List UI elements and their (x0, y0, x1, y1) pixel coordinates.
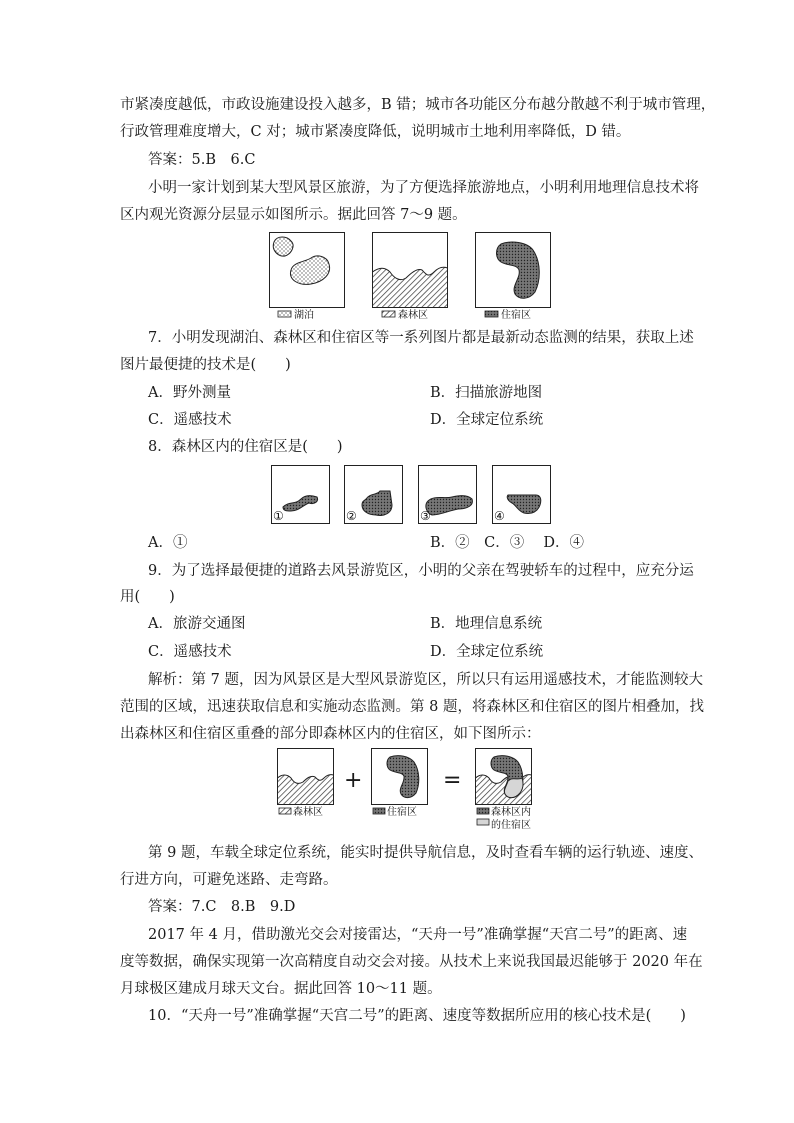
equals-sign: = (443, 768, 462, 793)
option-8bcd: B．② C．③ D．④ (430, 535, 584, 551)
option-7a: A．野外测量 (148, 385, 231, 401)
forest-layer-figure (372, 232, 448, 322)
option-figure-3 (418, 465, 478, 525)
lodging-legend-label: 住宿区 (501, 310, 531, 321)
text-line: 行政管理难度增大，C 对；城市紧凑度降低，说明城市土地利用率降低，D 错。 (120, 124, 631, 140)
option-7d: D．全球定位系统 (430, 412, 544, 428)
option-figure-label: ① (273, 509, 284, 523)
option-figure-label: ③ (420, 509, 431, 523)
intro-10-line: 2017 年 4 月，借助激光交会对接雷达，“天舟一号”准确掌握“天宫二号”的距离、速 (148, 927, 688, 943)
option-9a: A．旅游交通图 (148, 616, 246, 632)
option-9b: B．地理信息系统 (430, 616, 543, 632)
option-figure-4 (492, 465, 552, 525)
question-10-stem: 10．“天舟一号”准确掌握“天宫二号”的距离、速度等数据所应用的核心技术是( ) (148, 1008, 686, 1024)
question-8-stem: 8．森林区内的住宿区是( ) (148, 439, 343, 455)
overlay-result-label-1: 森林区内 (491, 807, 531, 818)
option-figure-1 (271, 465, 331, 525)
plus-sign: + (344, 768, 363, 793)
overlay-lodging-figure (371, 748, 433, 820)
question-9-stem: 9．为了选择最便捷的道路去风景游览区，小明的父亲在驾驶轿车的过程中，应充分运 (148, 563, 694, 579)
option-9c: C．遥感技术 (148, 644, 232, 660)
overlay-forest-figure (277, 748, 339, 820)
analysis-line: 解析：第 7 题，因为风景区是大型风景游览区，所以只有运用遥感技术，才能监测较大 (148, 672, 703, 688)
text-line: 区内观光资源分层显示如图所示。据此回答 7～9 题。 (120, 207, 467, 223)
analysis-line: 出森林区和住宿区重叠的部分即森林区内的住宿区，如下图所示： (120, 726, 541, 742)
lake-layer-figure (269, 232, 345, 322)
question-7-stem: 7．小明发现湖泊、森林区和住宿区等一系列图片都是最新动态监测的结果，获取上述 (148, 330, 694, 346)
answer-7-9: 答案：7.C 8.B 9.D (148, 899, 296, 915)
overlay-lodging-label: 住宿区 (387, 807, 417, 818)
analysis-q9-line: 第 9 题，车载全球定位系统，能实时提供导航信息，及时查看车辆的运行轨迹、速度、 (148, 845, 703, 861)
lodging-layer-figure (475, 232, 551, 322)
overlay-forest-label: 森林区 (293, 807, 323, 818)
question-9-stem: 用( ) (120, 589, 175, 605)
overlay-result-figure (475, 748, 555, 836)
lake-legend-label: 湖泊 (294, 310, 314, 321)
question-7-stem: 图片最便捷的技术是( ) (120, 357, 291, 373)
option-9d: D．全球定位系统 (430, 644, 544, 660)
intro-10-line: 度等数据，确保实现第一次高精度自动交会对接。从技术上来说我国最迟能够于 2020 年在 (120, 954, 703, 970)
analysis-q9-line: 行进方向，可避免迷路、走弯路。 (120, 872, 338, 888)
overlay-result-label-2: 的住宿区 (491, 820, 531, 831)
option-figure-2 (344, 465, 404, 525)
text-line: 市紧凑度越低，市政设施建设投入越多，B 错；城市各功能区分布越分散越不利于城市管理， (120, 97, 716, 113)
forest-legend-label: 森林区 (398, 310, 428, 321)
option-7c: C．遥感技术 (148, 412, 232, 428)
option-figure-label: ④ (494, 509, 505, 523)
analysis-line: 范围的区域，迅速获取信息和实施动态监测。第 8 题，将森林区和住宿区的图片相叠加，找 (120, 699, 704, 715)
option-8a: A．① (148, 535, 188, 551)
answer-5-6: 答案：5.B 6.C (148, 152, 256, 168)
option-7b: B．扫描旅游地图 (430, 385, 543, 401)
text-line: 小明一家计划到某大型风景区旅游，为了方便选择旅游地点，小明利用地理信息技术将 (148, 180, 699, 196)
option-figure-label: ② (346, 509, 357, 523)
intro-10-line: 月球极区建成月球天文台。据此回答 10～11 题。 (120, 981, 442, 997)
